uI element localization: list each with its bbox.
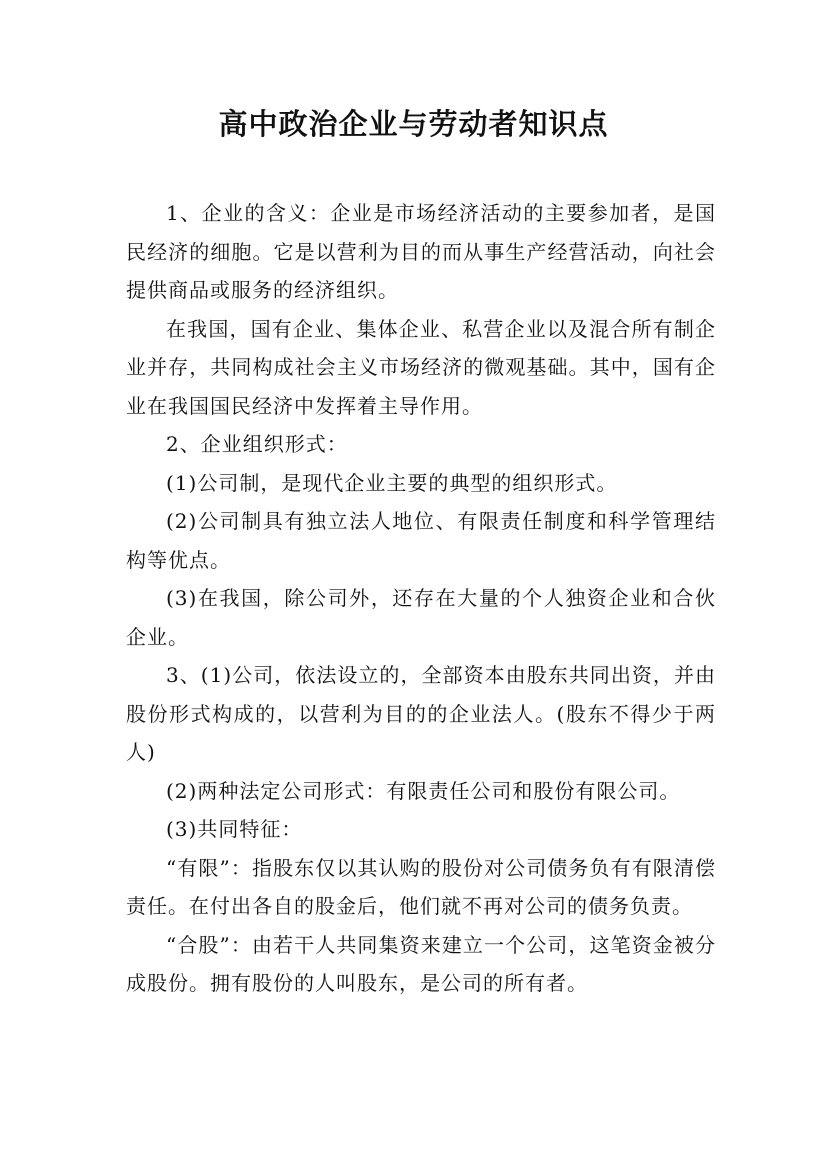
- paragraph-ownership-types: 在我国，国有企业、集体企业、私营企业以及混合所有制企业并存，共同构成社会主义市场经济的微观基础。其中，国有企业在我国国民经济中发挥着主导作用。: [126, 316, 716, 418]
- paragraph-enterprise-definition: 1、企业的含义：企业是市场经济活动的主要参加者，是国民经济的细胞。它是以营利为目的而从事生产经营活动，向社会提供商品或服务的经济组织。: [126, 201, 716, 302]
- paragraph-org-forms-3: (3)在我国，除公司外，还存在大量的个人独资企业和合伙企业。: [126, 586, 716, 649]
- paragraph-feature-limited: “有限”：指股东仅以其认购的股份对公司债务负有有限清偿责任。在付出各自的股金后，他们就不再对公司的债务负责。: [126, 855, 716, 918]
- paragraph-org-forms-1: (1)公司制，是现代企业主要的典型的组织形式。: [166, 470, 618, 495]
- paragraph-company-forms: (2)两种法定公司形式：有限责任公司和股份有限公司。: [166, 778, 681, 803]
- document-title: 高中政治企业与劳动者知识点: [218, 107, 609, 141]
- paragraph-org-forms-2: (2)公司制具有独立法人地位、有限责任制度和科学管理结构等优点。: [126, 509, 716, 572]
- paragraph-common-features: (3)共同特征：: [166, 817, 303, 841]
- paragraph-company-definition: 3、(1)公司，依法设立的，全部资本由股东共同出资，并由股份形式构成的，以营利为目的的企业法人。(股东不得少于两人): [126, 663, 716, 764]
- paragraph-org-forms-heading: 2、企业组织形式：: [166, 432, 348, 456]
- document-body: [126, 194, 716, 1003]
- paragraph-feature-joint-stock: “合股”：由若干人共同集资来建立一个公司，这笔资金被分成股份。拥有股份的人叫股东，是公司的所有者。: [126, 932, 716, 995]
